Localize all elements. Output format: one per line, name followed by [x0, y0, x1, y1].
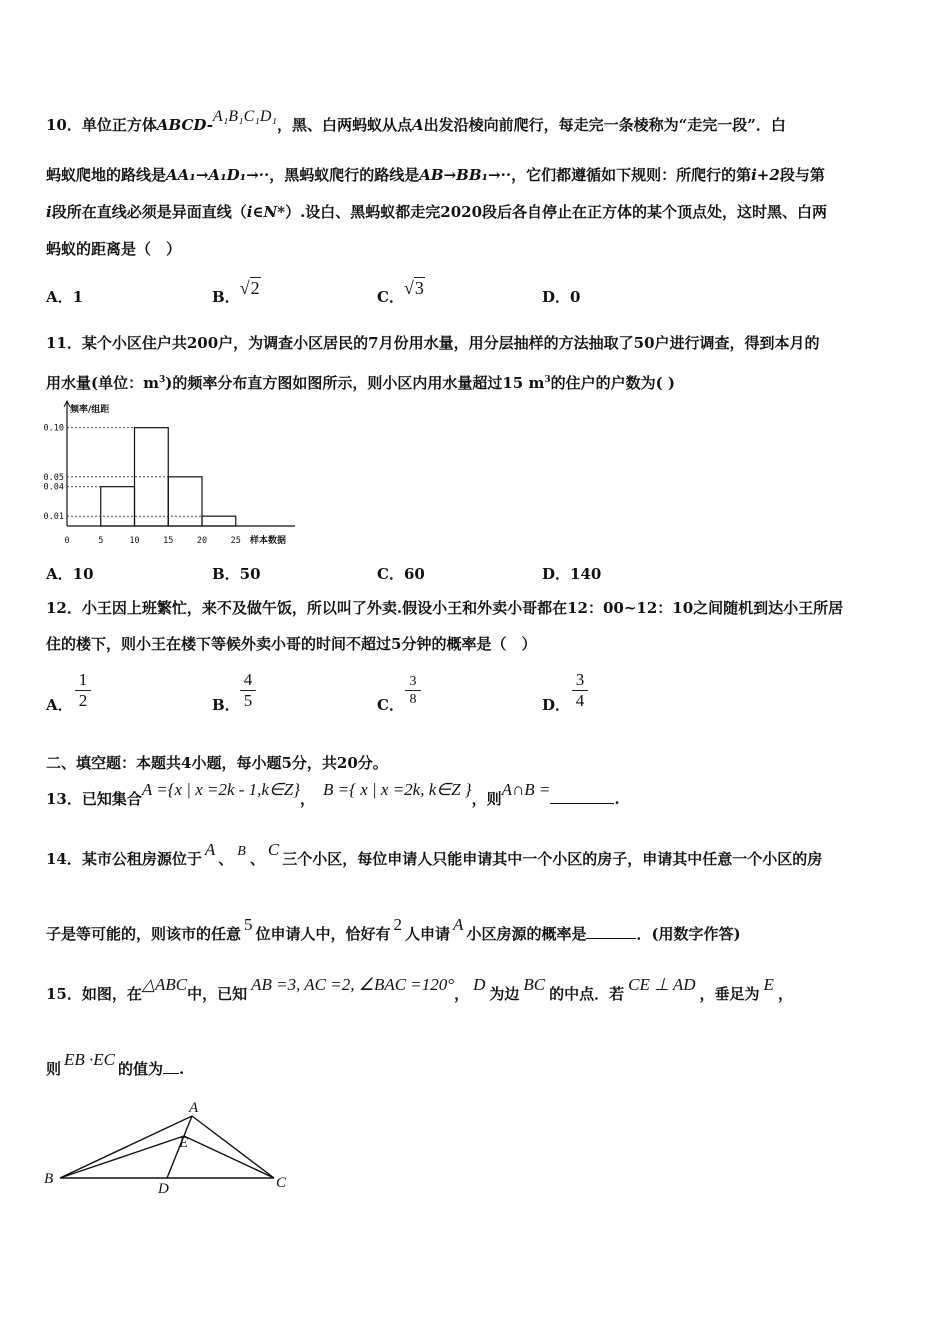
label-d: D [158, 1181, 169, 1197]
q10-text: ）.设白、黑蚂蚁都走完2020段后各自停止在正方体的某个顶点处，这时黑、白两 [285, 203, 828, 221]
q14-var-b: B [237, 844, 246, 859]
q10-line4: 蚂蚁的距离是（ ） [46, 240, 182, 258]
q14-line2 [46, 915, 741, 945]
q14-text: 子是等可能的，则该市的任意 [46, 925, 242, 943]
x-tick-label: 10 [129, 536, 140, 546]
q13-set-a: A ={x | x =2k - 1,k∈Z} [141, 780, 301, 799]
y-axis-label: 频率/组距 [70, 405, 110, 415]
q10-cube-name: ABCD- [156, 116, 213, 134]
q10-text: 10．单位正方体 [46, 116, 157, 134]
q15-text: 则 [46, 1060, 62, 1078]
q14-line1 [46, 840, 823, 872]
x-axis-label: 样本数据 [250, 536, 287, 546]
q14-text: 三个小区，每位申请人只能申请其中一个小区的房子，申请其中任意一个小区的房 [282, 850, 823, 868]
superscript: 3 [158, 375, 166, 385]
q13-text: ，则 [471, 790, 502, 808]
numerator: 1 [75, 670, 91, 691]
x-tick-label: 0 [64, 536, 70, 546]
q14-text: 位申请人中，恰好有 [255, 925, 391, 943]
y-tick-label: 0.05 [43, 472, 64, 483]
q14-var-c: C [267, 840, 280, 859]
q13-set-b: B ={ x | x =2k, k∈Z } [323, 780, 472, 799]
histogram-bar [168, 477, 202, 526]
sqrt-symbol: √2 [239, 278, 260, 298]
q15-edge-bc: BC [523, 975, 546, 994]
option-label: B． [212, 288, 240, 306]
superscript: 3 [544, 375, 551, 385]
q11-option-c: C．60 [377, 565, 425, 583]
q10-i-in-n: i∈N* [246, 203, 286, 221]
q14-text: 小区房源的概率是 [466, 925, 587, 943]
q10-point-a: A [411, 116, 424, 134]
x-tick-label: 15 [163, 536, 174, 546]
sqrt-symbol: √3 [403, 278, 424, 298]
q14-var-a: A [204, 840, 216, 859]
q15-text: 的值为 [118, 1060, 164, 1078]
q10-i: i [46, 203, 52, 221]
q12-option-a-label: A． [46, 696, 73, 714]
option-value: 0 [570, 288, 581, 306]
q10-white-path: AA₁→A₁D₁→·· [166, 166, 270, 184]
q10-text: 蚂蚁爬地的路线是 [46, 166, 167, 184]
option-label: D． [542, 288, 571, 306]
label-e: E [179, 1135, 189, 1151]
label-a: A [189, 1100, 199, 1116]
q10-text: ，黑蚂蚁爬行的路线是 [269, 166, 420, 184]
q13-answer-blank[interactable] [550, 803, 614, 804]
q11-text: 的住户的户数为( ) [550, 374, 676, 392]
q10-cube-top-face: A₁B₁C₁D₁ [212, 108, 277, 125]
q12-option-c-label: C． [377, 696, 404, 714]
q15-line2 [46, 1050, 185, 1080]
q15-text: 中，已知 [187, 985, 248, 1003]
q12-option-b-label: B． [212, 696, 240, 714]
q10-option-c [377, 278, 425, 307]
segment-ba [60, 1116, 192, 1178]
q13-expression: A∩B = [501, 780, 551, 799]
q15-triangle: △ABC [141, 975, 188, 994]
q11-option-b: B．50 [212, 565, 261, 583]
q13-text: ， [300, 790, 316, 808]
numerator: 3 [572, 670, 588, 691]
q15-text: ， [777, 985, 793, 1003]
option-label: C． [377, 288, 404, 306]
q14-number-2: 2 [393, 915, 403, 934]
q14-text: 人申请 [405, 925, 451, 943]
q10-i-plus-2: i+2 [751, 166, 780, 184]
q14-text: ．(用数字作答) [636, 925, 741, 943]
x-tick-label: 5 [98, 536, 104, 546]
segment-ce [184, 1136, 274, 1178]
q10-line3 [46, 201, 827, 223]
q14-text: 14．某市公租房源位于 [46, 850, 202, 868]
q10-text: 出发沿棱向前爬行，每走完一条棱称为“走完一段”．白 [423, 116, 786, 134]
q10-option-d [542, 286, 580, 307]
segment-be [60, 1136, 184, 1178]
q14-answer-blank[interactable] [586, 938, 636, 939]
q11-text: 用水量(单位：m [46, 374, 159, 392]
q10-text: 段与第 [779, 166, 825, 184]
q13-text: . [614, 790, 620, 808]
triangle-figure [40, 1092, 300, 1197]
q10-line2 [46, 164, 825, 186]
q10-text: 段所在直线必须是异面直线（ [51, 203, 247, 221]
q15-text: ， [454, 985, 470, 1003]
option-value: 2 [250, 278, 260, 298]
y-tick-label: 0.04 [43, 482, 64, 493]
q10-line1 [46, 108, 786, 137]
q15-text: 15．如图，在 [46, 985, 142, 1003]
q11-option-a: A．10 [46, 565, 94, 583]
histogram-bar [101, 487, 135, 526]
option-value: 1 [72, 288, 84, 306]
q15-answer-blank[interactable] [163, 1073, 179, 1074]
q13-line [46, 780, 620, 810]
q12-option-b-fraction [240, 670, 256, 711]
denominator: 4 [575, 691, 585, 710]
y-tick-label: 0.10 [43, 423, 64, 434]
q12-option-d-fraction [572, 670, 588, 711]
option-label: A． [46, 288, 73, 306]
frequency-histogram [40, 398, 300, 550]
denominator: 8 [409, 692, 417, 707]
q11-line2 [46, 369, 675, 394]
q11-line1: 11．某个小区住户共200户，为调查小区居民的7月份用水量，用分层抽样的方法抽取了50户进行调查，得到本月的 [46, 334, 820, 352]
q11-option-d: D．140 [542, 565, 602, 583]
q15-line1 [46, 975, 793, 1005]
numerator: 4 [240, 670, 256, 691]
q15-point-e: E [763, 975, 774, 994]
q12-option-d-label: D． [542, 696, 571, 714]
q12-option-a-fraction [75, 670, 91, 711]
section-2-heading: 二、填空题：本题共4小题，每小题5分，共20分。 [46, 754, 388, 772]
q12-line1: 12．小王因上班繁忙，来不及做午饭，所以叫了外卖.假设小王和外卖小哥都在12：00~12：10之间随机到达小王所居 [46, 599, 844, 617]
q15-conditions: AB =3, AC =2, ∠BAC =120° [251, 975, 455, 994]
q15-perpendicular: CE ⊥ AD [628, 975, 696, 994]
numerator: 3 [405, 673, 421, 691]
q10-option-a [46, 286, 83, 307]
label-b: B [44, 1171, 54, 1187]
q14-var-a: A [453, 915, 464, 934]
q14-text: 、 [249, 850, 265, 868]
y-tick-label: 0.01 [43, 512, 64, 523]
q12-option-c-fraction [405, 673, 421, 709]
q10-option-b [212, 278, 261, 307]
q15-point-d: D [473, 975, 486, 994]
q15-text: 的中点．若 [549, 985, 625, 1003]
histogram-bar [202, 516, 236, 526]
q10-text: ，它们都遵循如下规则：所爬行的第 [511, 166, 752, 184]
option-value: 3 [414, 278, 424, 298]
q14-text: 、 [218, 850, 234, 868]
q15-text: ，垂足为 [699, 985, 760, 1003]
denominator: 5 [243, 691, 253, 710]
x-tick-label: 20 [196, 536, 208, 546]
q11-text: )的频率分布直方图如图所示，则小区内用水量超过15 m [165, 374, 545, 392]
q10-black-path: AB→BB₁→·· [419, 166, 512, 184]
q14-number-5: 5 [244, 915, 253, 934]
q10-text: ，黑、白两蚂蚁从点 [276, 116, 412, 134]
q15-text: 为边 [489, 985, 520, 1003]
q15-dot-product: EB ·EC [64, 1050, 116, 1069]
q13-text: 13．已知集合 [46, 790, 142, 808]
x-tick-label: 25 [230, 536, 241, 546]
label-c: C [276, 1175, 287, 1191]
segment-ac [192, 1116, 274, 1178]
q12-line2: 住的楼下，则小王在楼下等候外卖小哥的时间不超过5分钟的概率是（ ） [46, 635, 537, 653]
q15-text: . [179, 1060, 185, 1078]
denominator: 2 [78, 691, 88, 710]
